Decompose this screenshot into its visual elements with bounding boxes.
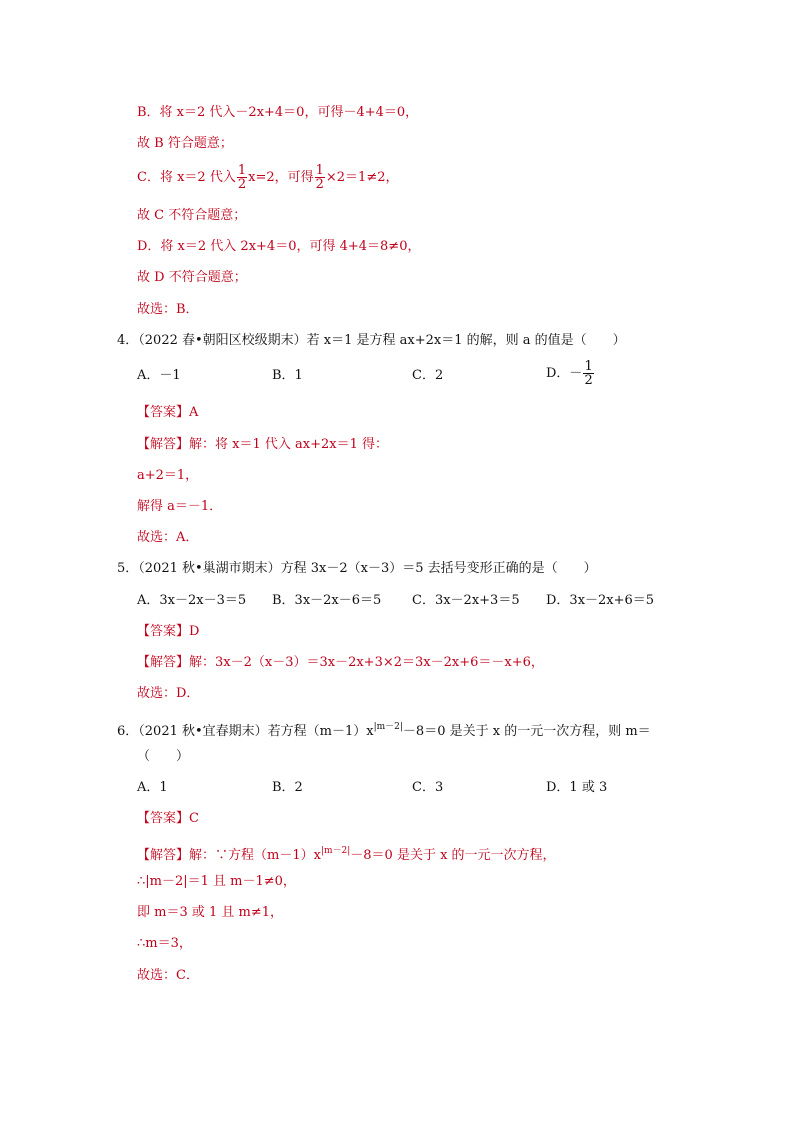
q5-option-a: A．3x－2x－3＝5 bbox=[137, 593, 247, 608]
fraction-one-half bbox=[315, 164, 325, 191]
q4-option-c: C．2 bbox=[412, 368, 444, 383]
q6-stem-part-b: －8＝0 是关于 x 的一元一次方程，则 m＝ bbox=[402, 724, 651, 739]
fraction-one-half bbox=[583, 360, 593, 387]
fraction-denominator: 2 bbox=[237, 177, 247, 192]
solution-c-text-b: x=2，可得 bbox=[248, 170, 314, 185]
q5-option-c: C．3x－2x+3＝5 bbox=[412, 593, 520, 608]
q6-analysis-1 bbox=[137, 842, 556, 865]
q6-analysis-3: 即 m＝3 或 1 且 m≠1， bbox=[137, 905, 284, 920]
solution-b-line: B．将 x＝2 代入－2x+4＝0，可得－4+4＝0， bbox=[137, 105, 419, 120]
fraction-numerator: 1 bbox=[315, 163, 324, 178]
q5-analysis-1: 【解答】解：3x－2（x－3）＝3x－2x+3×2＝3x－2x+6＝－x+6， bbox=[137, 655, 544, 670]
q6-choice: 故选：C． bbox=[137, 968, 199, 983]
q6-option-d: D．1 或 3 bbox=[546, 780, 608, 795]
q4-option-a: A．－1 bbox=[137, 368, 181, 383]
q4-analysis-1: 【解答】解：将 x＝1 代入 ax+2x＝1 得： bbox=[137, 437, 388, 452]
fraction-denominator: 2 bbox=[584, 373, 593, 388]
q6-stem-blank: （ ） bbox=[137, 749, 190, 764]
q4-analysis-3: 解得 a＝－1． bbox=[137, 499, 223, 514]
q4-analysis-2: a+2＝1， bbox=[137, 468, 199, 483]
fraction-one-half bbox=[237, 164, 247, 191]
solution-c-conclusion: 故 C 不符合题意； bbox=[137, 208, 247, 223]
q6-analysis-2: ∴|m－2|＝1 且 m－1≠0， bbox=[137, 874, 296, 889]
q6-analysis-1-part-b: －8＝0 是关于 x 的一元一次方程， bbox=[350, 848, 556, 863]
solution-choice: 故选：B． bbox=[137, 302, 199, 317]
q6-analysis-4: ∴m＝3， bbox=[137, 936, 192, 951]
solution-c-line bbox=[137, 164, 399, 191]
solution-c-text-c: ×2＝1≠2， bbox=[325, 170, 399, 185]
q5-choice: 故选：D． bbox=[137, 686, 200, 701]
q6-stem bbox=[117, 718, 651, 741]
q4-stem: 4．（2022 春•朝阳区校级期末）若 x＝1 是方程 ax+2x＝1 的解，则 a 的值是（ ） bbox=[117, 333, 626, 348]
q6-analysis-1-part-a: 【解答】解：∵方程（m－1）x bbox=[137, 848, 321, 863]
q4-option-d bbox=[546, 360, 595, 387]
fraction-numerator: 1 bbox=[237, 163, 247, 178]
q6-option-b: B．2 bbox=[272, 780, 303, 795]
q5-option-d: D．3x－2x+6＝5 bbox=[546, 593, 655, 608]
solution-d-conclusion: 故 D 不符合题意； bbox=[137, 270, 247, 285]
q6-stem-exponent: |m－2| bbox=[373, 722, 403, 732]
q4-choice: 故选：A． bbox=[137, 530, 199, 545]
q4-answer: 【答案】A bbox=[137, 405, 199, 420]
fraction-denominator: 2 bbox=[315, 177, 324, 192]
q5-option-b: B．3x－2x－6＝5 bbox=[272, 593, 382, 608]
q6-stem-part-a: 6．（2021 秋•宜春期末）若方程（m－1）x bbox=[117, 724, 374, 739]
q4-option-d-label: D．－ bbox=[546, 366, 583, 381]
q4-option-b: B．1 bbox=[272, 368, 303, 383]
q5-answer: 【答案】D bbox=[137, 624, 200, 639]
q6-answer: 【答案】C bbox=[137, 811, 199, 826]
solution-c-text-a: C．将 x＝2 代入 bbox=[137, 170, 236, 185]
q6-option-c: C．3 bbox=[412, 780, 444, 795]
q6-analysis-exponent: |m－2| bbox=[320, 846, 351, 856]
solution-d-line: D．将 x＝2 代入 2x+4＝0，可得 4+4＝8≠0， bbox=[137, 239, 421, 254]
fraction-numerator: 1 bbox=[584, 359, 593, 374]
q5-stem: 5．（2021 秋•巢湖市期末）方程 3x－2（x－3）＝5 去括号变形正确的是（ ） bbox=[117, 561, 597, 576]
solution-b-conclusion: 故 B 符合题意； bbox=[137, 136, 233, 151]
q6-option-a: A．1 bbox=[137, 780, 168, 795]
